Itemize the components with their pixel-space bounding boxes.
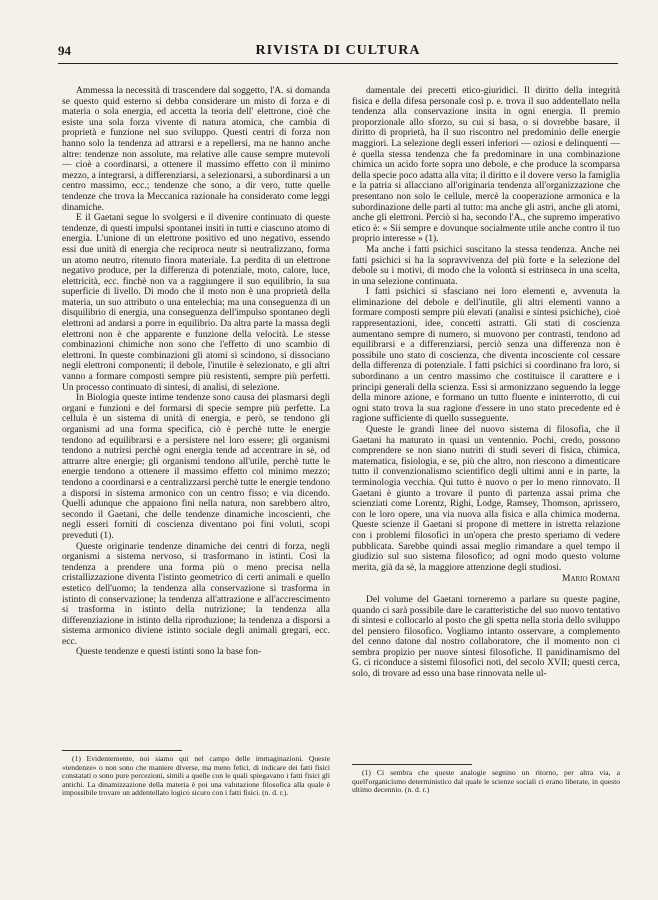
author-signature: Mario Romani xyxy=(562,574,620,585)
footnote-rule xyxy=(62,750,182,751)
right-column xyxy=(352,86,620,849)
paragraph: I fatti psichici si sfasciano nei loro elementi e, avvenuta la eliminazione del debole e dell'inutile, gli altri elementi vanno a formare composti sempre più elevati (analisi e sintesi psichiche), cioè rappresentazioni, idee, concetti astratti. Gli stati di coscienza aumentano sempre di numero, si muovono per contrasti, tendono ad equilibrarsi e a differenziarsi, perciò senza una differenza non è possibile uno stato di coscienza, che diventa incosciente col cessare della differenza di potenziale. I fatti psichici si coordinano fra loro, si subordinano a un centro massimo che costituisce il carattere e i principi generali della scienza. Essi si armonizzano seguendo la legge della minore azione, e formano un tutto fluente e ininterrotto, di cui ogni stato trova la sua ragione d'essere in uno stato precedente ed è ragione sufficiente di quello susseguente. xyxy=(352,287,620,425)
left-column xyxy=(62,86,330,835)
left-footnotes xyxy=(62,755,330,835)
right-body xyxy=(352,86,620,760)
paragraph: Queste le grandi linee del nuovo sistema di filosofia, che il Gaetani ha maturato in quasi un ventennio. Pochi, credo, possono comprendere se non siano nutriti di studi severi di fisica, chimica, matematica, fisiologia, e se, più che altro, non riescono a dimenticare tutto il convenzionalismo scientifico degli ultimi anni e in parte, la terminologia vecchia. Qui tutto è nuovo o per lo meno rinnovato. Il Gaetani è giunto a trovare il punto di partenza assai prima che scienziati come Lorentz, Righi, Lodge, Ramsey, Thomson, aprissero, con le loro opere, una via nuova alla fisica e alla chimica moderna. Queste scienze il Gaetani si propone di mettere in istretta relazione con i problemi filosofici in un'opera che presto speriamo di vedere pubblicata. Sarebbe quindi assai meglio rimandare a quel tempo il giudizio sul suo sistema filosofico; ad ogni modo questo volume merita, già da sè, la maggiore attenzione degli studiosi. xyxy=(352,425,620,573)
page-number: 94 xyxy=(58,43,71,58)
footnote-rule xyxy=(352,764,472,765)
paragraph: damentale dei precetti etico-giuridici. Il diritto della integrità fisica e della difesa personale così p. e. trova il suo addentellato nella tendenza alla conservazione insita in ogni energia. Il premio proporzionale allo sforzo, su cui si basa, o si dovrebbe basare, il diritto di proprietà, ha il suo riscontro nel predominio delle energie maggiori. La selezione degli esseri inferiori — oziosi e delinquenti — è quella stessa tendenza che fa predominare in una combinazione chimica un acido forte sopra uno debole, e che produce la scomparsa della specie poco adatta alla vita; il diritto e il dovere verso la famiglia e la patria si allacciano all'originaria tendenza all'organizzazione che presentano non solo le cellule, mercè la cooperazione armonica e la subordinazione delle parti al tutto: ma anche gli astri, anche gli atomi, anche gli elettroni. Perciò si ha, secondo l'A., che supremo imperativo etico è: « Sii sempre e dovunque socialmente utile anche contro il tuo proprio interesse » (1). xyxy=(352,86,620,245)
journal-title: RIVISTA DI CULTURA xyxy=(255,43,421,58)
paragraph: Queste tendenze e questi istinti sono la base fon- xyxy=(76,647,262,658)
footnote: (1) Ci sembra che queste analogie segnino un ritorno, per altra via, a quell'organicismo deterministico dal quale le scienze sociali ci erano liberate, in questo ultimo decennio. (n. d. r.) xyxy=(352,769,620,795)
paragraph: E il Gaetani segue lo svolgersi e il divenire continuato di queste tendenze, di questi impulsi spontanei insiti in tutti e ciascuno atomo di energia. L'unione di un elettrone positivo ed uno negativo, essendo essi due unità di energia che reciproca neutr si neutralizzano, forma un atomo neutro, ritenuto finora materiale. La perdita di un elettrone negativo produce, per la differenza di potenziale, moto, calore, luce, elettricità, ecc. finchè non va a raggiungere il suo equilibrio, la sua superficie di livello. Di modo che il moto non è una proprietà della materia, un suo attributo o una entelechia; ma una conseguenza di un disquilibrio di energia, una conseguenza dell'impulso spontaneo degli elettroni ad andarsi a porre in equilibrio. Da altra parte la massa degli elettroni non è che apparente e funzione della velocità. Le stesse combinazioni chimiche non sono che l'effetto di uno scambio di elettroni. In queste combinazioni gli atomi si scindono, si dissociano negli elettroni componenti; il debole, l'inutile è selezionato, e gli altri vanno a formare composti sempre più resistenti, sempre più perfetti. Un processo continuato di sintesi, di analisi, di selezione. xyxy=(62,213,330,393)
paragraph: Queste originarie tendenze dinamiche dei centri di forza, negli organismi a sistema nervoso, si trasformano in istinti. Così la tendenza a prendere una forma più o meno precisa nella cristallizzazione diventa l'istinto geometrico di certi animali e quello estetico dell'uomo; la tendenza alla conservazione si trasforma in istinto di conservazione; la tendenza all'attrazione e all'accrescimento si trasforma in istinto della nutrizione; la tendenza alla differenziazione in istinto della riproduzione; la tendenza a disporsi a sistema armonico diviene istinto sociale degli animali gregari, ecc. ecc. xyxy=(62,541,330,647)
paragraph: Del volume del Gaetani torneremo a parlare su queste pagine, quando ci sarà possibile dare le caratteristiche del suo nuovo tentativo di sintesi e collocarlo al posto che gli spetta nella storia dello sviluppo del pensiero filosofico. Vogliamo intanto osservare, a complemento del cenno datone dal nostro collaboratore, che il momento non ci sembra propizio per nuove sintesi filosofiche. Il panidinamismo del G. ci riconduce a sistemi filosofici noti, del secolo XVII; questi cerca, solo, di trovare ad esso una base rinnovata nelle ul- xyxy=(352,594,620,680)
left-body xyxy=(62,86,330,746)
running-header xyxy=(58,43,618,63)
footnote: (1) Evidentemente, noi siamo qui nel campo delle immaginazioni. Queste «tendenze» o non sono che maniere diverse, ma meno felici, di indicare dei fatti fisici constatati o sono pure percezioni, simili a quelle con le quali spiegavano i fatti fisici gli antichi. La dinamizzazione della materia è poi una valutazione filosofica alla quale è impossibile trovare un addentellato logico sicuro con i fatti fisici. (n. d. r.). xyxy=(62,755,330,798)
paragraph: Ma anche i fatti psichici suscitano la stessa tendenza. Anche nei fatti psichici si ha la sopravvivenza del più forte e la selezione del debole su i motivi, di modo che la volontà si estrinseca in una scelta, in una selezione continuata. xyxy=(352,244,620,287)
right-footnotes xyxy=(352,769,620,849)
paragraph: Ammessa la necessità di trascendere dal soggetto, l'A. si domanda se questo quid esterno si debba considerare un misto di forza e di materia o sola energia, ed accetta la teoria dell' elettrone, cioè che esiste una sola forza vivente di natura atomica, che cambia di proprietà e funzione nel suo sviluppo. Questi centri di forza non hanno solo la tendenza ad attrarsi e a repellersi, ma ne hanno anche altre: tendenze non assolute, ma relative alle cause sempre mutevoli — cioè a coordinarsi, a ottenere il massimo effetto con il minimo mezzo, a integrarsi, a differenziarsi, a selezionarsi, a subordinarsi a un centro massimo, ecc.; tendenze che sono, a dir vero, tutte quelle tendenze che trova la Meccanica razionale ha considerato come leggi dinamiche. xyxy=(62,86,330,213)
header-rule xyxy=(58,63,618,64)
paragraph: In Biologia queste intime tendenze sono causa dei plasmarsi degli organi e funzioni e del formarsi di specie sempre più perfette. La cellula è un sistema di unità di energia, e però, se tendono gli organismi ad una forma specifica, ciò è perchè tutte le energie tendono ad equilibrarsi e a persistere nel loro essere; gli organismi tendono a nutrirsi perchè ogni energia tende ad accentrare in sè, od attrarre altre energie; gli organismi tendono all'utile, perchè tutte le energie tendono a ottenere il massimo effetto col minimo mezzo; tendono a coordinarsi e a centralizzarsi perchè tutte le energie tendono a disporsi in sistema armonico con un centro fisso; e via dicendo. Quelli adunque che appaiono fini nella natura, non sarebbero altro, secondo il Gaetani, che delle tendenze dinamiche incoscienti, che negli esseri forniti di coscienza diventano poi fini voluti, scopi preveduti (1). xyxy=(62,393,330,541)
